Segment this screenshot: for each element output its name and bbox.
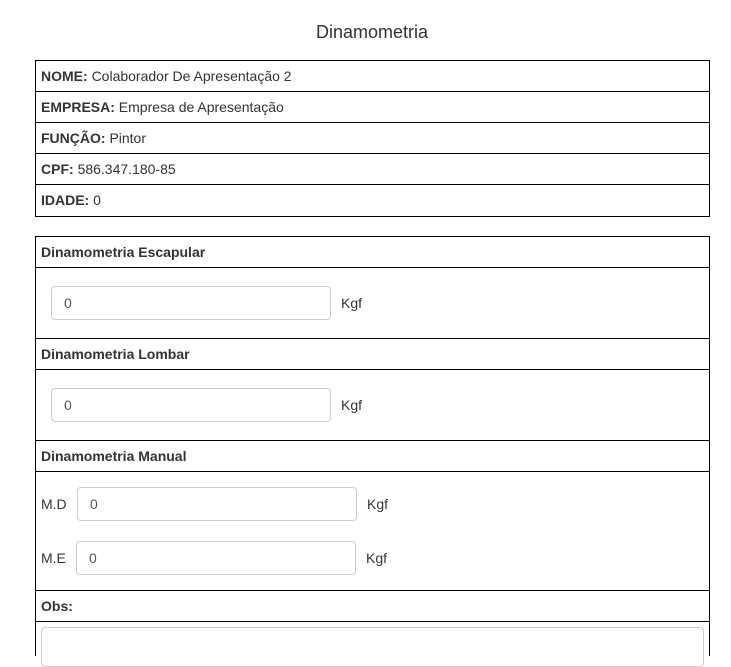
- cpf-value: 586.347.180-85: [77, 161, 176, 177]
- page-title: Dinamometria: [315, 22, 429, 42]
- idade-value: 0: [93, 192, 101, 208]
- info-row-cpf: [36, 154, 709, 185]
- me-unit: Kgf: [366, 550, 388, 566]
- section-heading-obs: Obs:: [36, 591, 709, 622]
- section-heading-manual: Dinamometria Manual: [36, 441, 709, 472]
- info-row-funcao: [36, 123, 709, 154]
- lombar-unit: Kgf: [341, 397, 363, 413]
- cpf-label: CPF:: [41, 161, 74, 177]
- md-unit: Kgf: [367, 496, 389, 512]
- section-heading-lombar: Dinamometria Lombar: [36, 339, 709, 370]
- md-label: M.D: [41, 496, 67, 512]
- section-heading-escapular: Dinamometria Escapular: [36, 237, 709, 268]
- info-row-nome: [36, 61, 709, 92]
- me-label: M.E: [41, 550, 66, 566]
- employee-info-box: [35, 60, 710, 217]
- escapular-input[interactable]: 0: [51, 286, 331, 320]
- escapular-unit: Kgf: [341, 295, 363, 311]
- me-input[interactable]: 0: [76, 541, 356, 575]
- info-row-empresa: [36, 92, 709, 123]
- funcao-value: Pintor: [109, 130, 147, 146]
- empresa-value: Empresa de Apresentação: [118, 99, 284, 115]
- info-row-idade: [36, 185, 709, 216]
- idade-label: IDADE:: [41, 192, 90, 208]
- lombar-input[interactable]: 0: [51, 388, 331, 422]
- dinamometria-form-panel: [35, 236, 710, 656]
- nome-value: Colaborador De Apresentação 2: [91, 68, 292, 84]
- empresa-label: EMPRESA:: [41, 99, 115, 115]
- md-input[interactable]: 0: [77, 487, 357, 521]
- obs-textarea[interactable]: [41, 627, 704, 667]
- nome-label: NOME:: [41, 68, 88, 84]
- funcao-label: FUNÇÃO:: [41, 130, 106, 146]
